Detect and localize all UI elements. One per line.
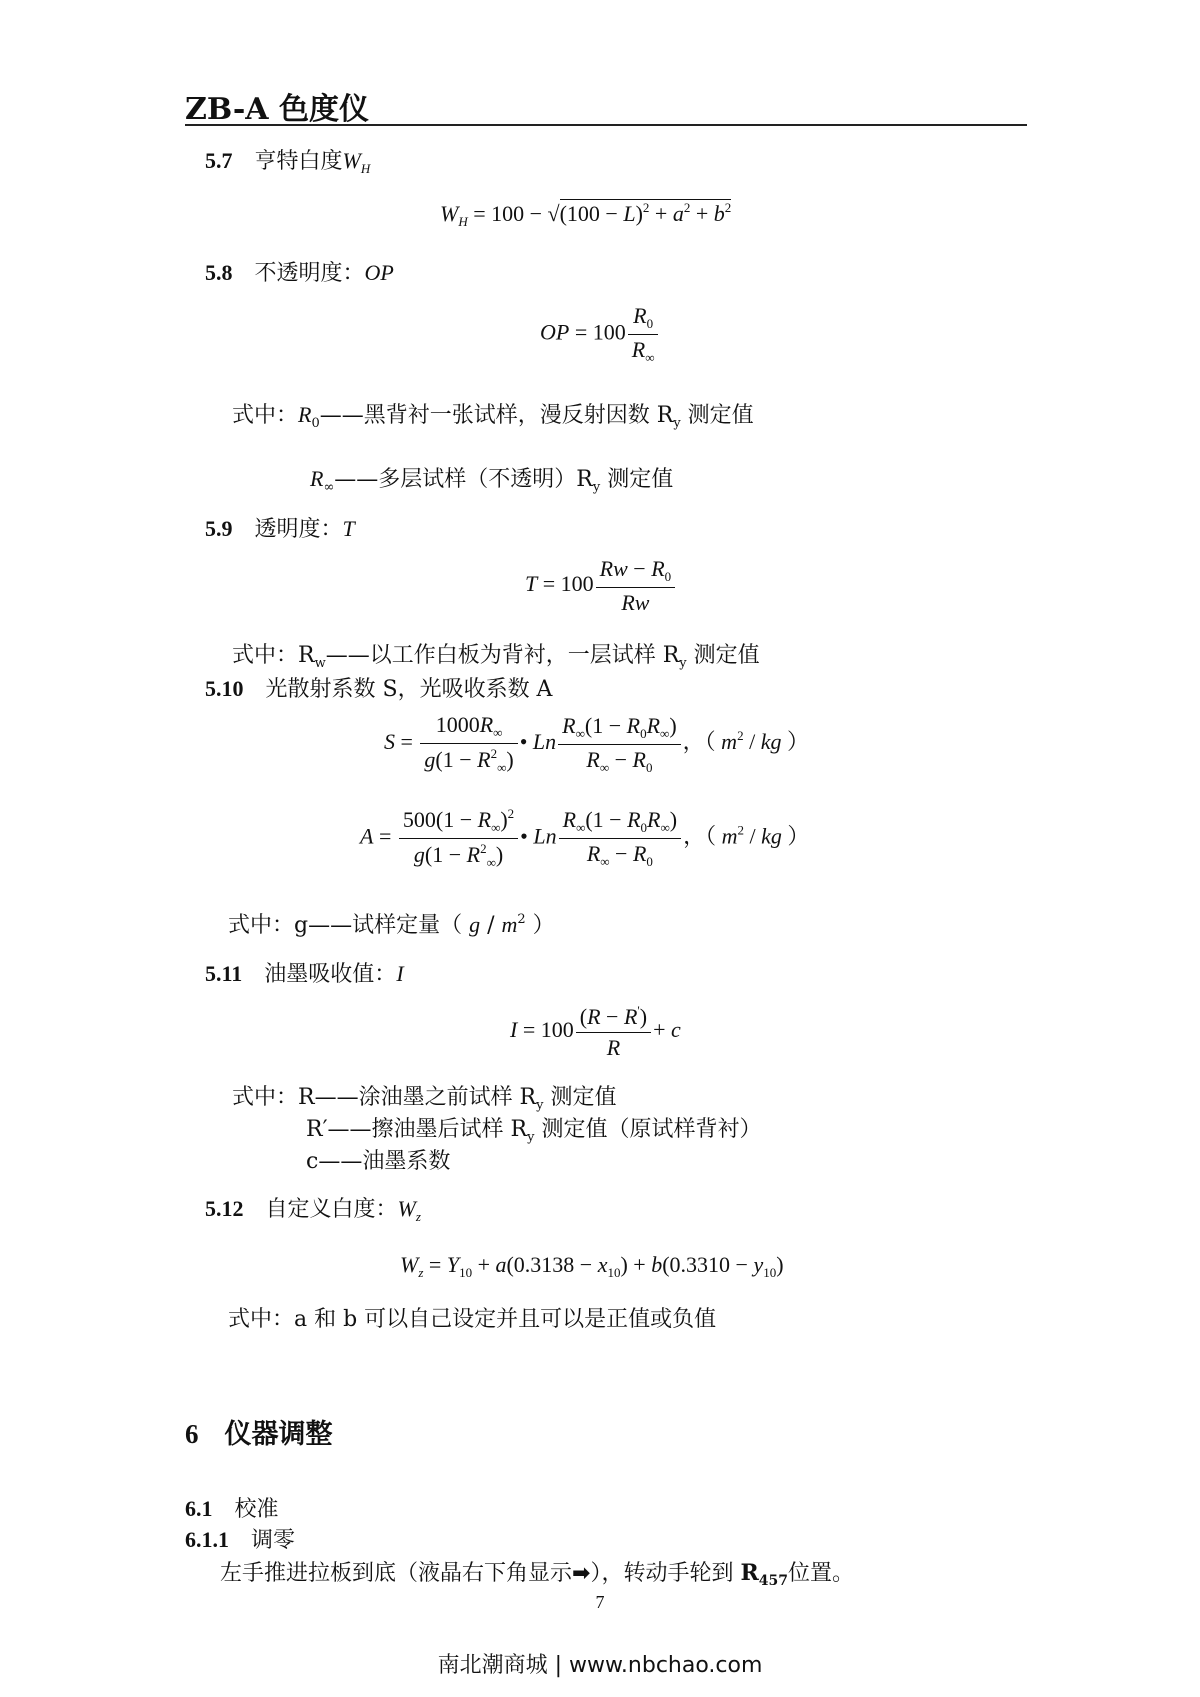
section-5-7-heading: 5.7 亨特白度$W_H$ — [205, 148, 371, 176]
section-6-heading: 6 仪器调整 — [185, 1419, 333, 1450]
formula-custom-whiteness: $W_z = Y_{10} + a(0.3138 - x_{10}) + b(0.3310 - y_{10})$ — [400, 1252, 784, 1280]
page-number: 7 — [595, 1592, 605, 1612]
footer-watermark: 南北潮商城 | www.nbchao.com — [437, 1653, 763, 1678]
section-5-10-heading: 5.10 光散射系数 S，光吸收系数 A — [205, 676, 553, 702]
formula-opacity: OP = 100 $\frac{R_0}{R_\infty}$ — [540, 303, 660, 366]
right-arrow-icon: ➡ — [572, 1561, 591, 1586]
section-5-12-heading: 5.12 自定义白度：$W_z$ — [205, 1196, 421, 1224]
ink-where-1: 式中：R——涂油墨之前试样 $R_y$ 测定值 — [232, 1085, 617, 1113]
formula-absorption-A: A = $\frac{500(1 - R_\infty)^2}{g(1 - R^2_\infty)}$ • Ln $\frac{R_\infty(1 - R_0R_\infty)}{R_\infty - R_0}$ ，（ $m^2$ / kg ） — [360, 806, 810, 870]
section-5-8-heading: 5.8 不透明度：OP — [205, 260, 394, 286]
section-5-11-heading: 5.11 油墨吸收值：I — [205, 961, 404, 987]
section-5-9-heading: 5.9 透明度：T — [205, 516, 355, 542]
section-6-1-1-heading: 6.1.1 调零 — [185, 1527, 296, 1553]
opacity-where-2: $R_\infty——$多层试样（不透明）$R_y$ 测定值 — [310, 466, 674, 495]
transparency-where: 式中：$R_w——$以工作白板为背衬，一层试样 $R_y$ 测定值 — [232, 643, 760, 671]
header-rule — [185, 124, 1027, 126]
document-title: ZB-A 色度仪 — [185, 92, 369, 127]
opacity-where-1: 式中：$R_0——$黑背衬一张试样，漫反射因数 $R_y$ 测定值 — [232, 402, 754, 431]
ink-where-2: R′——擦油墨后试样 $R_y$ 测定值（原试样背衬） — [306, 1117, 762, 1145]
section-6-1-heading: 6.1 校准 — [185, 1496, 279, 1522]
zeroing-instruction: 左手推进拉板到底（液晶右下角显示➡），转动手轮到 $R_{457}$位置。 — [220, 1560, 854, 1589]
formula-transparency: T = 100 $\frac{Rw - R_0}{Rw}$ — [525, 556, 677, 616]
formula-scattering-S: S = $\frac{1000R_\infty}{g(1 - R^2_\infty)}$ • Ln $\frac{R_\infty(1 - R_0R_\infty)}{R_\infty - R_0}$ ，（ $m^2$ / kg ） — [384, 712, 809, 775]
scattering-where: 式中：g——试样定量（ g / $m^2$ ） — [228, 912, 555, 938]
formula-hunter-whiteness: $W_H = 100 - √(100 - L)^2 + a^2 + b^2$ — [440, 200, 732, 229]
formula-ink-absorption: I = 100 $\frac{(R - R')}{R}$ + c — [510, 1003, 681, 1060]
custom-whiteness-where: 式中：a 和 b 可以自己设定并且可以是正值或负值 — [228, 1307, 717, 1332]
ink-where-3: c——油墨系数 — [306, 1149, 451, 1174]
